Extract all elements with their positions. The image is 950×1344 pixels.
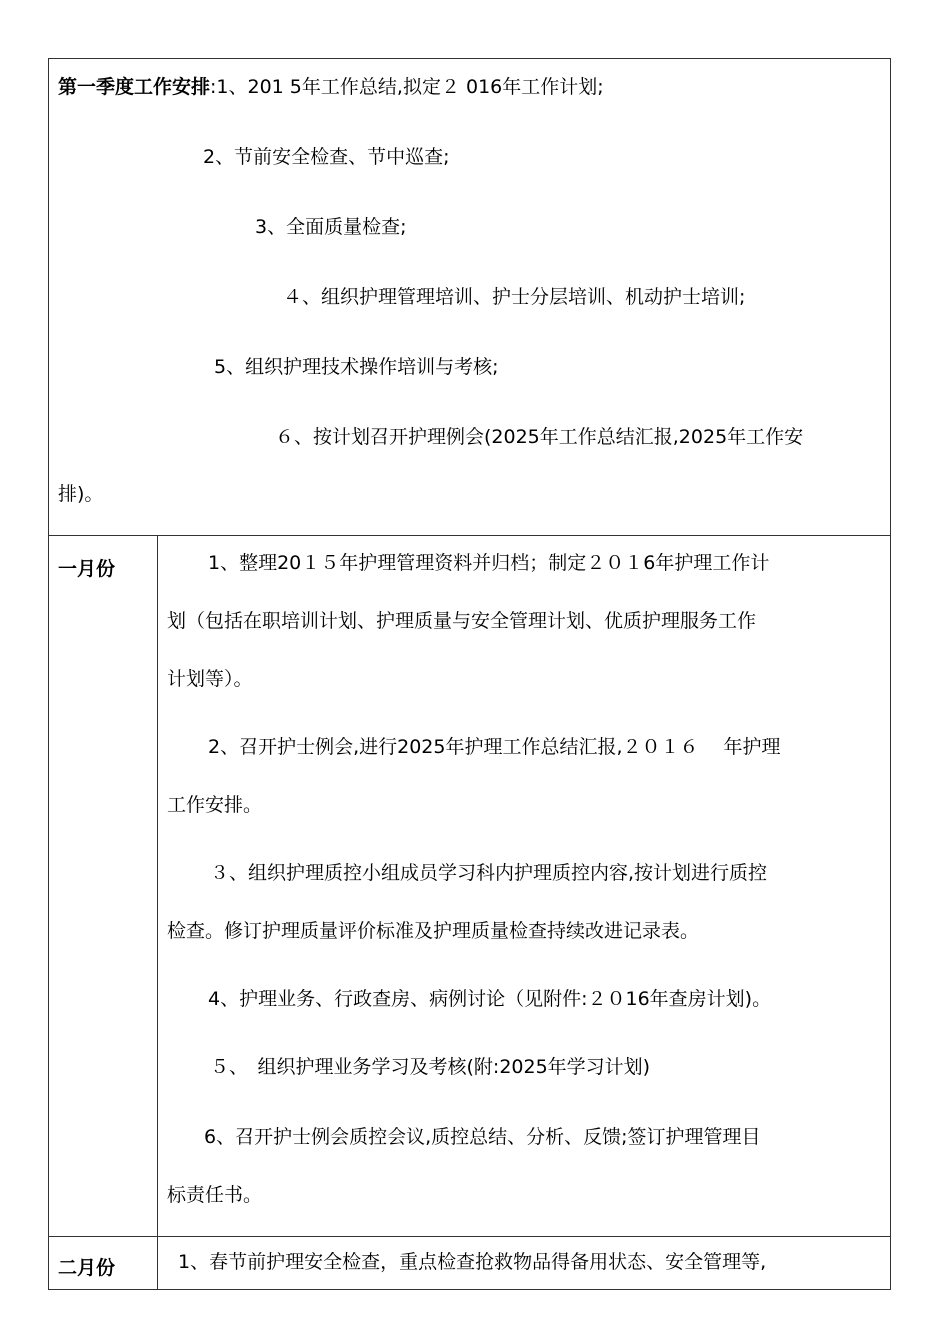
jan-line-8: 4、护理业务、行政查房、病例讨论（见附件:２０16年查房计划)。	[208, 988, 772, 1010]
work-plan-table	[48, 58, 891, 1290]
feb-row	[49, 1237, 891, 1290]
q1-item-1: :1、201 5年工作总结,拟定２ 016年工作计划;	[210, 76, 604, 98]
jan-label: 一月份	[58, 558, 116, 580]
jan-line-3: 计划等）。	[167, 668, 253, 690]
jan-line-4: 2、召开护士例会,进行2025年护理工作总结汇报,２０１６ 年护理	[208, 736, 781, 758]
q1-cell	[49, 59, 891, 536]
feb-label: 二月份	[58, 1257, 116, 1279]
jan-body-cell	[158, 536, 891, 1237]
q1-heading: 第一季度工作安排	[58, 76, 211, 98]
jan-label-cell	[49, 536, 158, 1237]
q1-item-4: ４、组织护理管理培训、护士分层培训、机动护士培训;	[283, 286, 746, 308]
feb-body-cell	[158, 1237, 891, 1290]
feb-label-cell	[49, 1237, 158, 1290]
jan-line-10: 6、召开护士例会质控会议,质控总结、分析、反馈;签订护理管理目	[204, 1126, 761, 1148]
jan-line-2: 划（包括在职培训计划、护理质量与安全管理计划、优质护理服务工作	[167, 610, 757, 632]
jan-line-6: ３、组织护理质控小组成员学习科内护理质控内容,按计划进行质控	[210, 862, 768, 884]
jan-line-7: 检查。修订护理质量评价标准及护理质量检查持续改进记录表。	[167, 920, 700, 942]
jan-line-9: ５、 组织护理业务学习及考核(附:2025年学习计划)	[210, 1056, 651, 1078]
q1-item-3: 3、全面质量检查;	[255, 216, 407, 238]
q1-first-line	[58, 77, 604, 97]
jan-line-11: 标责任书。	[167, 1184, 263, 1206]
q1-item-2: 2、节前安全检查、节中巡查;	[203, 146, 450, 168]
q1-item-6: ６、按计划召开护理例会(2025年工作总结汇报,2025年工作安	[275, 426, 804, 448]
q1-item-5: 5、组织护理技术操作培训与考核;	[214, 356, 499, 378]
q1-item-6-cont: 排)。	[58, 483, 104, 505]
jan-row	[49, 536, 891, 1237]
jan-line-1: 1、整理20１５年护理管理资料并归档；制定２０１6年护理工作计	[208, 552, 770, 574]
jan-line-5: 工作安排。	[167, 794, 263, 816]
feb-line-1: 1、春节前护理安全检查，重点检查抢救物品得备用状态、安全管理等,	[178, 1251, 767, 1273]
q1-row	[49, 59, 891, 536]
